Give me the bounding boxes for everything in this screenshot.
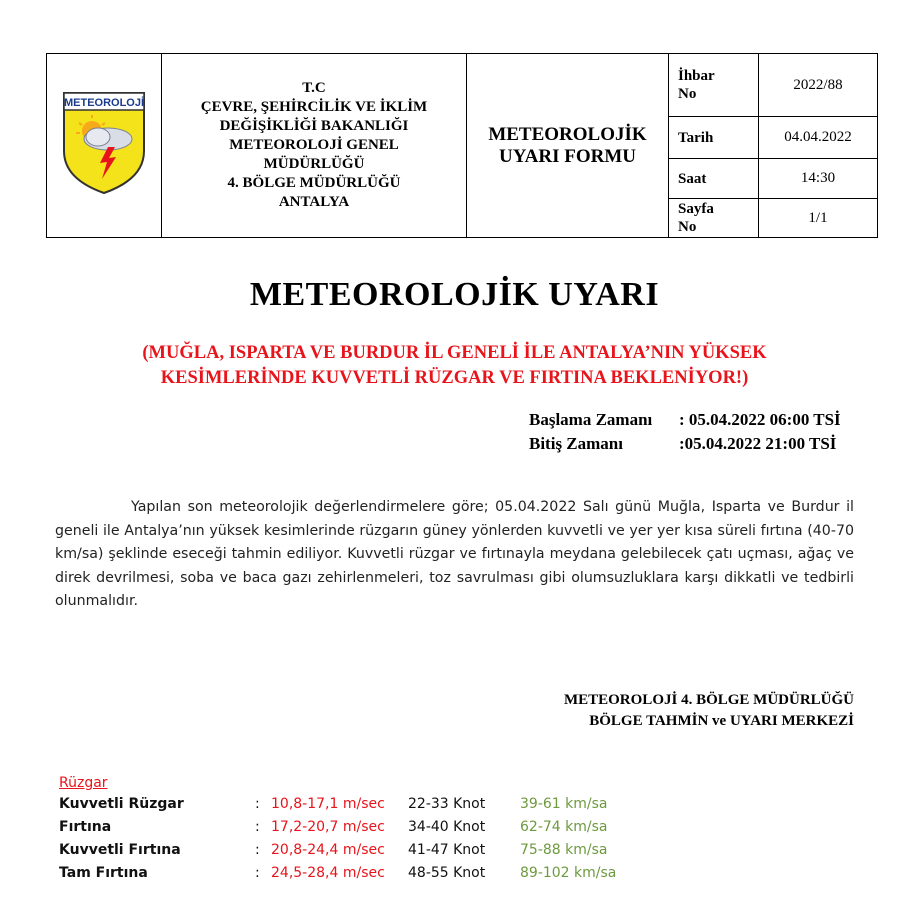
form-title: METEOROLOJİK xyxy=(488,123,647,145)
org-line: 4. BÖLGE MÜDÜRLÜĞÜ xyxy=(227,175,401,191)
wind-kmh: 75-88 km/sa xyxy=(520,842,608,858)
signature-block xyxy=(564,690,854,732)
wind-knot: 48-55 Knot xyxy=(408,865,486,881)
ihbar-label: İhbar No xyxy=(669,54,759,117)
tarih-value: 04.04.2022 xyxy=(759,117,878,159)
sayfa-label: Sayfa No xyxy=(669,199,759,238)
org-line: ANTALYA xyxy=(278,194,350,210)
saat-value: 14:30 xyxy=(759,159,878,199)
signature-line-2: BÖLGE TAHMİN ve UYARI MERKEZİ xyxy=(589,713,854,729)
org-line: METEOROLOJİ GENEL xyxy=(229,137,399,153)
end-time-value: :05.04.2022 21:00 TSİ xyxy=(679,434,837,453)
wind-kmh: 62-74 km/sa xyxy=(520,819,608,835)
start-time-value: : 05.04.2022 06:00 TSİ xyxy=(679,410,841,429)
tarih-label: Tarih xyxy=(669,117,759,159)
warning-subtitle xyxy=(60,341,849,391)
form-title-cell xyxy=(467,54,669,238)
wind-category: Tam Fırtına xyxy=(59,865,148,881)
warning-subtitle-line: (MUĞLA, ISPARTA VE BURDUR İL GENELİ İLE ANTALYA’NIN YÜKSEK xyxy=(142,343,767,363)
end-time-row xyxy=(529,432,841,456)
warning-subtitle-line: KESİMLERİNDE KUVVETLİ RÜZGAR VE FIRTINA BEKLENİYOR!) xyxy=(160,368,749,388)
logo-text: METEOROLOJİ xyxy=(63,97,145,109)
wind-colon: : xyxy=(255,842,260,858)
wind-category: Fırtına xyxy=(59,819,112,835)
wind-ms: 17,2-20,7 m/sec xyxy=(271,819,385,835)
wind-scale-title: Rüzgar xyxy=(59,775,108,791)
signature-line-1: METEOROLOJİ 4. BÖLGE MÜDÜRLÜĞÜ xyxy=(563,692,854,708)
wind-knot: 34-40 Knot xyxy=(408,819,486,835)
form-subtitle: UYARI FORMU xyxy=(498,145,637,167)
header-table xyxy=(46,53,878,238)
organization-cell xyxy=(162,54,467,238)
org-line: DEĞİŞİKLİĞİ BAKANLIĞI xyxy=(219,118,409,134)
wind-ms: 20,8-24,4 m/sec xyxy=(271,842,385,858)
time-range xyxy=(529,408,841,456)
wind-knot: 41-47 Knot xyxy=(408,842,486,858)
org-line: ÇEVRE, ŞEHİRCİLİK VE İKLİM xyxy=(200,99,428,115)
wind-category: Kuvvetli Rüzgar xyxy=(59,796,184,812)
wind-kmh: 89-102 km/sa xyxy=(520,865,617,881)
wind-colon: : xyxy=(255,796,260,812)
warning-body-text: Yapılan son meteorolojik değerlendirmelere göre; 05.04.2022 Salı günü Muğla, Isparta ve Burdur il geneli ile Antalya’nın yüksek kesimlerinde rüzgarın güney yönlerden kuvvetli ve yer yer kısa süreli fırtına (40-70 km/sa) şeklinde eseceği tahmin ediliyor. Kuvvetli rüzgar ve fırtınayla meydana gelebilecek çatı uçması, ağaç ve direk devrilmesi, soba ve baca gazı zehirlenmeleri, toz savrulması gibi olumsuzluklara karşı dikkatli ve tedbirli olunmalıdır. xyxy=(55,499,854,609)
org-line: T.C xyxy=(302,80,326,96)
wind-colon: : xyxy=(255,865,260,881)
wind-colon: : xyxy=(255,819,260,835)
ihbar-value: 2022/88 xyxy=(759,54,878,117)
start-time-row xyxy=(529,408,841,432)
sayfa-value: 1/1 xyxy=(759,199,878,238)
logo-cell xyxy=(47,54,162,238)
page-title: METEOROLOJİK UYARI xyxy=(249,276,660,313)
wind-ms: 24,5-28,4 m/sec xyxy=(271,865,385,881)
saat-label: Saat xyxy=(669,159,759,199)
org-line: MÜDÜRLÜĞÜ xyxy=(263,156,365,172)
start-time-label: Başlama Zamanı xyxy=(529,410,653,429)
wind-knot: 22-33 Knot xyxy=(408,796,486,812)
wind-ms: 10,8-17,1 m/sec xyxy=(271,796,385,812)
meteoroloji-logo xyxy=(62,91,146,195)
wind-kmh: 39-61 km/sa xyxy=(520,796,608,812)
end-time-label: Bitiş Zamanı xyxy=(529,434,623,453)
wind-category: Kuvvetli Fırtına xyxy=(59,842,181,858)
